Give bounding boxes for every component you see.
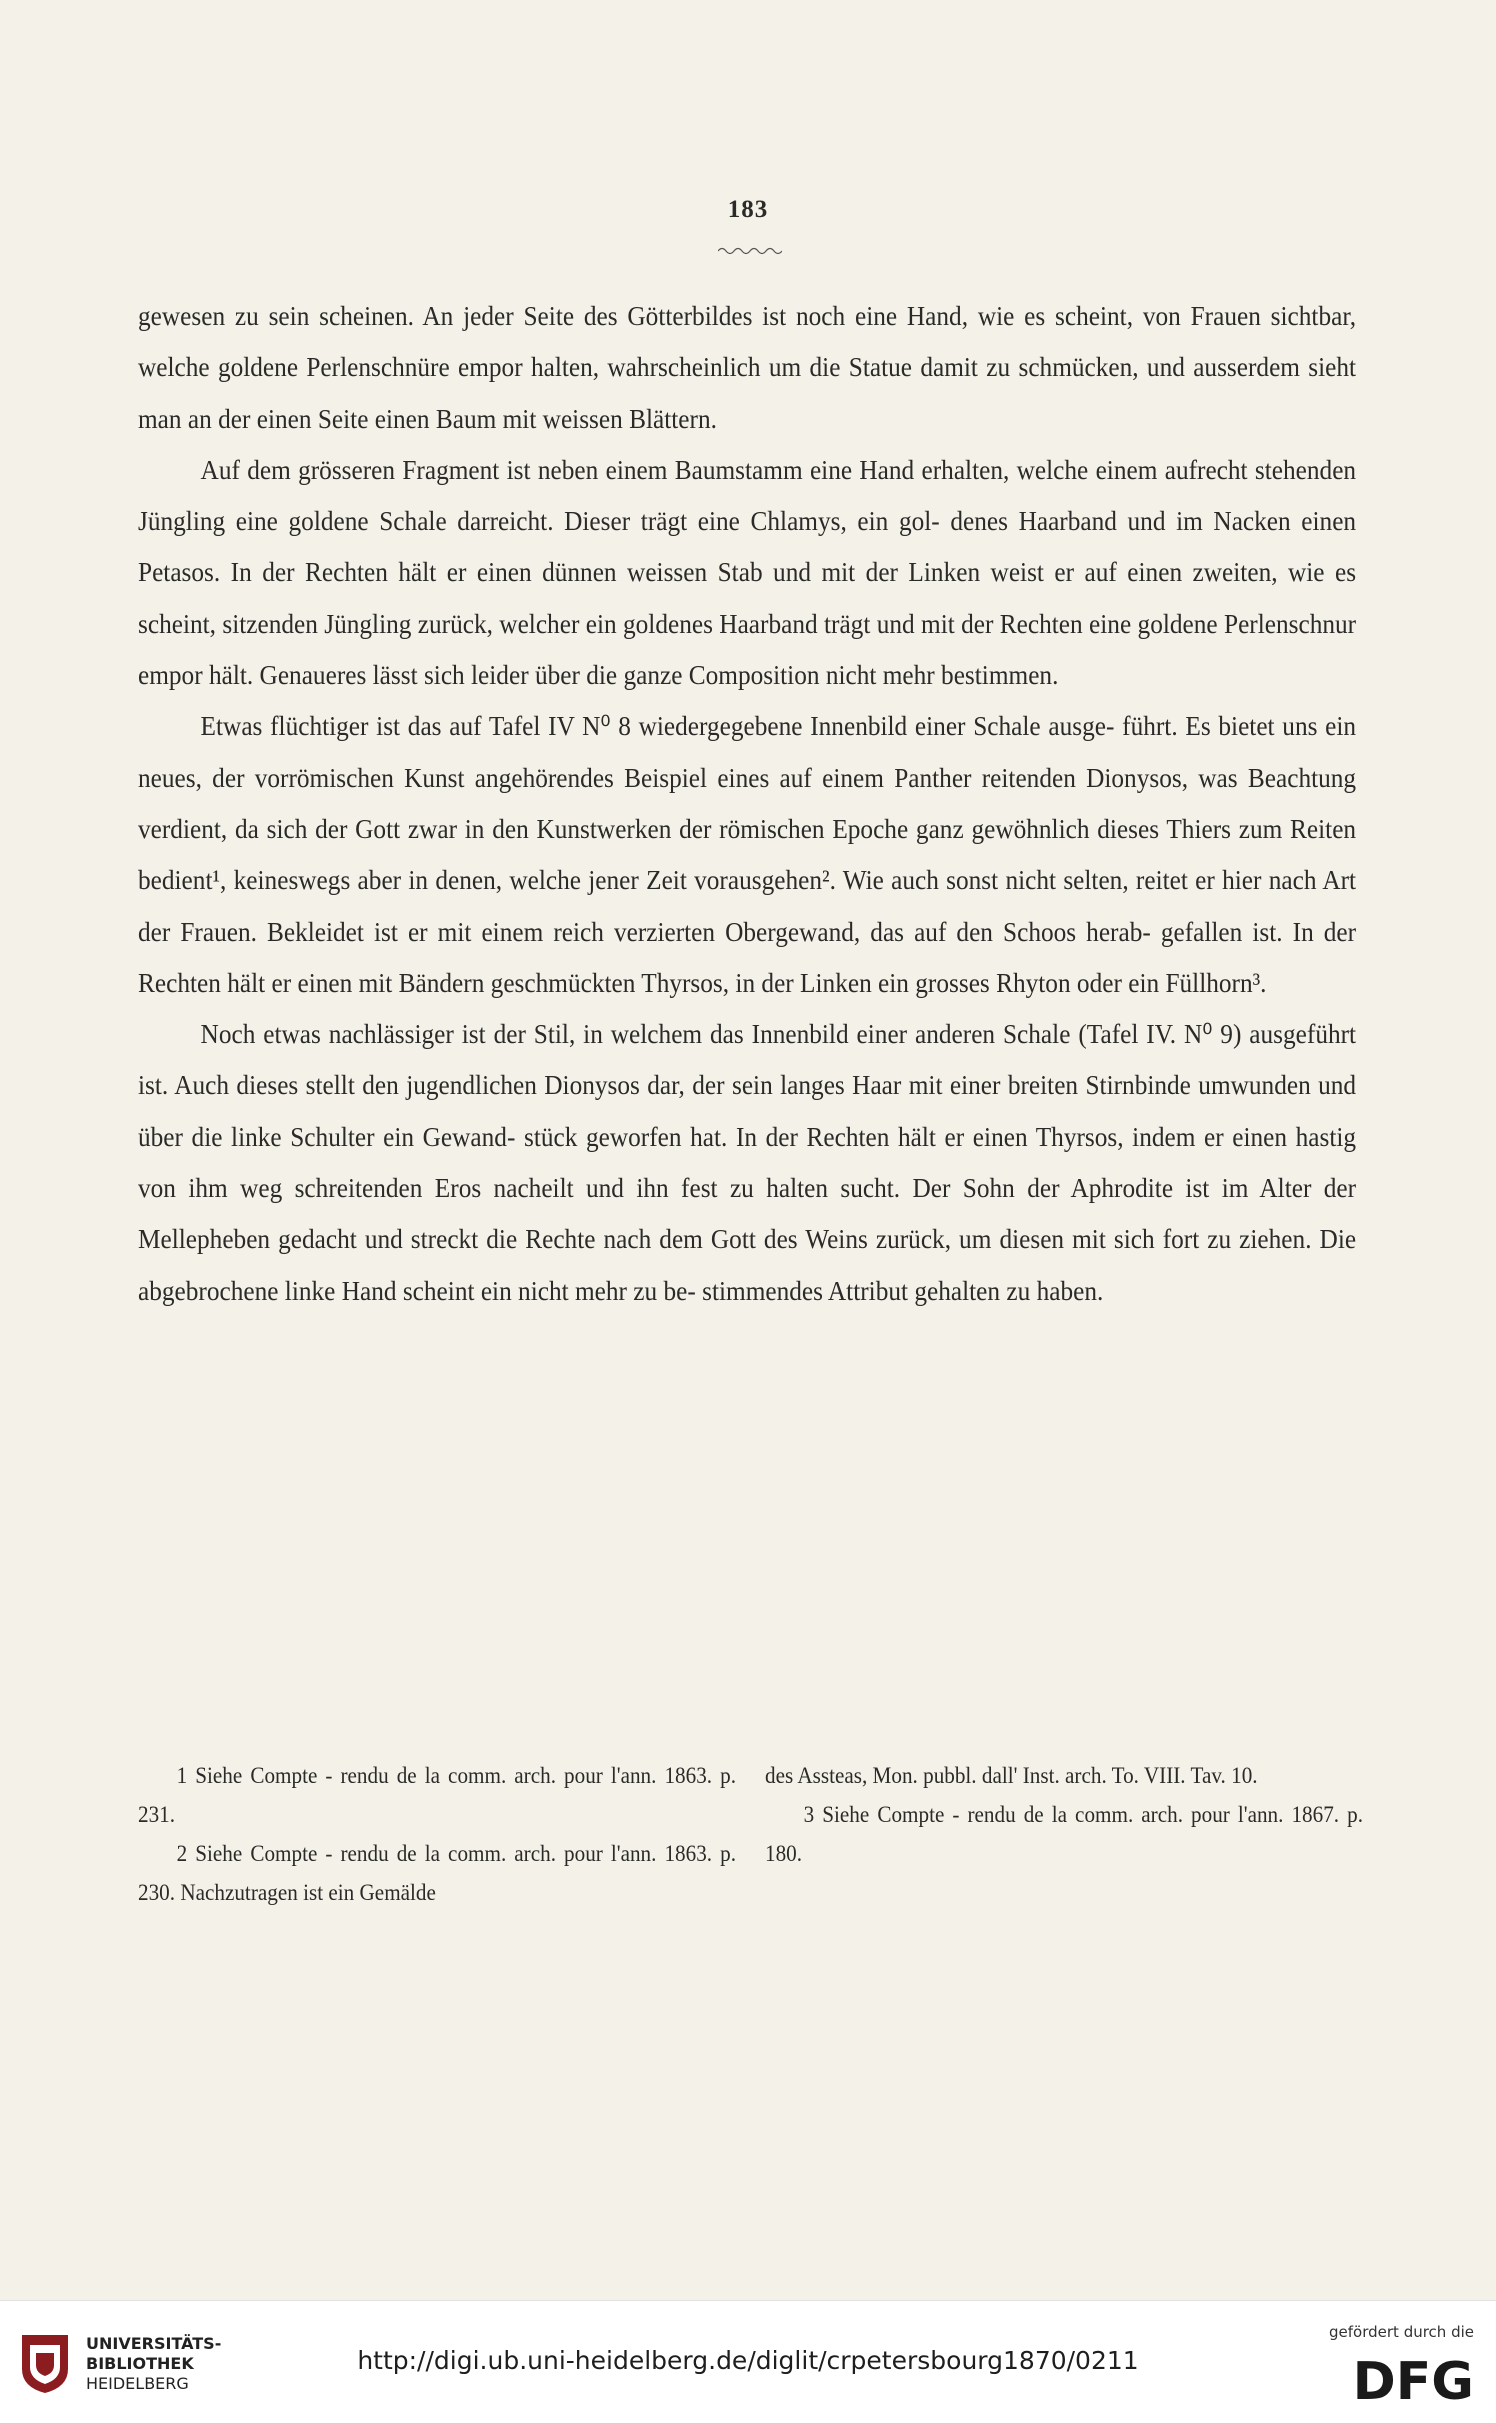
wave-ornament-icon	[718, 246, 782, 256]
library-name-line: HEIDELBERG	[86, 2374, 189, 2393]
text-line: Etwas flüchtiger ist das auf Tafel IV N⁰ 8 wiedergegebene Innenbild einer Schale ausge-	[200, 710, 1115, 742]
footnote-1	[138, 1756, 736, 1834]
text-line: der römischen Epoche ganz gewöhnlich dieses Thiers zum Reiten bedient¹, keineswegs aber in	[138, 812, 1357, 896]
footnote-line: 3 Siehe Compte - rendu de la comm. arch. pour	[803, 1802, 1230, 1827]
text-line: Alter der Mellepheben gedacht und streckt die Rechte nach dem Gott des Weins zurück, um	[138, 1172, 1357, 1255]
footer-bar	[0, 2300, 1496, 2423]
footnote-line: l'ann. 1867. p. 180.	[765, 1802, 1363, 1866]
source-url-link[interactable]: http://digi.ub.uni-heidelberg.de/diglit/crpetersbourg1870/0211	[357, 2346, 1139, 2375]
text-line: hält. Genaueres lässt sich leider über die ganze Composition nicht mehr bestimmen.	[208, 659, 1059, 691]
text-line: Blättern.	[629, 402, 717, 434]
text-line: Noch etwas nachlässiger ist der Stil, in welchem das Innenbild einer anderen Schale	[200, 1018, 1071, 1050]
text-line: aufrecht stehenden Jüngling eine goldene Schale darreicht. Dieser trägt eine Chlamys, ein gol-	[138, 453, 1357, 537]
footnote-line: 1 Siehe Compte - rendu de la comm. arch. pour	[176, 1763, 603, 1788]
paragraph-1	[138, 290, 1356, 444]
text-line: stück geworfen hat. In der Rechten hält er einen Thyrsos, indem er einen hastig von ihm	[138, 1120, 1357, 1204]
text-line: denen, welche jener Zeit vorausgehen². Wie auch sonst nicht selten, reitet er hier nach Art	[435, 864, 1357, 896]
footnote-3	[765, 1795, 1363, 1873]
footnotes-right-column	[765, 1756, 1363, 1873]
text-line: Stab und mit der Linken weist er auf einen zweiten, wie es scheint, sitzenden Jüngling zurück,	[138, 556, 1357, 639]
text-line: welcher ein goldenes Haarband trägt und mit der Rechten eine goldene Perlenschnur empor	[138, 607, 1357, 691]
text-line: diesen mit sich fort zu ziehen. Die abgebrochene linke Hand scheint ein nicht mehr zu be-	[138, 1223, 1357, 1306]
text-line: Auf dem grösseren Fragment ist neben einem Baumstamm eine Hand erhalten, welche einem	[200, 453, 1158, 485]
text-line: damit zu schmücken, und ausserdem sieht man an der einen Seite einen Baum mit weissen	[138, 351, 1357, 434]
sponsor-label: gefördert durch die	[1329, 2323, 1474, 2341]
footnote-line: 2 Siehe Compte - rendu de la comm. arch. pour	[176, 1841, 603, 1866]
footnote-line: l'ann. 1863. p. 231.	[138, 1763, 736, 1827]
footnote-2	[138, 1834, 736, 1912]
paragraph-3	[138, 700, 1356, 1008]
dfg-logo-text: DFG	[1352, 2352, 1474, 2405]
body-text	[138, 290, 1356, 1316]
text-line: ein grosses Rhyton oder ein Füllhorn³.	[878, 966, 1267, 998]
footnote-line: l'ann. 1863. p. 230. Nachzutragen ist ein Gemälde	[138, 1841, 736, 1905]
paragraph-2	[138, 444, 1356, 700]
text-line: der Frauen. Bekleidet ist er mit einem reich verzierten Obergewand, das auf den Schoos herab-	[138, 915, 1151, 947]
text-line: gewesen zu sein scheinen. An jeder Seite des Götterbildes ist noch eine Hand, wie es scheint,	[138, 300, 1134, 331]
text-line: (Tafel IV. N⁰ 9) ausgeführt ist. Auch dieses stellt den jugendlichen Dionysos dar, der sein	[138, 1018, 1357, 1101]
dfg-logo-icon	[1324, 2349, 1474, 2405]
text-line: stimmendes Attribut gehalten zu haben.	[702, 1274, 1104, 1306]
footnote-line: des Assteas, Mon. pubbl. dall' Inst. arch. To. VIII.	[765, 1763, 1186, 1788]
footnotes	[138, 1756, 1363, 1936]
footnote-line: Tav. 10.	[1190, 1763, 1258, 1788]
page-number: 183	[727, 196, 769, 223]
footnotes-left-column	[138, 1756, 736, 1912]
library-name-line: UNIVERSITÄTS-	[86, 2334, 222, 2353]
text-line: gefallen ist. In der Rechten hält er einen mit Bändern geschmückten Thyrsos, in der Linken	[138, 915, 1357, 998]
text-line: weg schreitenden Eros nacheilt und ihn fest zu halten sucht. Der Sohn der Aphrodite ist im	[240, 1172, 1249, 1204]
text-line: von Frauen sichtbar, welche goldene Perlenschnüre empor halten, wahrscheinlich um die Statue	[138, 300, 1357, 383]
text-line: langes Haar mit einer breiten Stirnbinde umwunden und über die linke Schulter ein Gewand-	[138, 1069, 1357, 1152]
text-line: denes Haarband und im Nacken einen Petasos. In der Rechten hält er einen dünnen weissen	[138, 505, 1357, 588]
footnote-2-continued	[765, 1756, 1363, 1795]
text-line: Panther reitenden Dionysos, was Beachtung verdient, da sich der Gott zwar in den Kunstwerken	[138, 761, 1357, 844]
paragraph-4	[138, 1008, 1356, 1316]
library-name-line: BIBLIOTHEK	[86, 2354, 194, 2373]
text-line: führt. Es bietet uns ein neues, der vorrömischen Kunst angehörendes Beispiel eines auf einem	[138, 710, 1357, 793]
